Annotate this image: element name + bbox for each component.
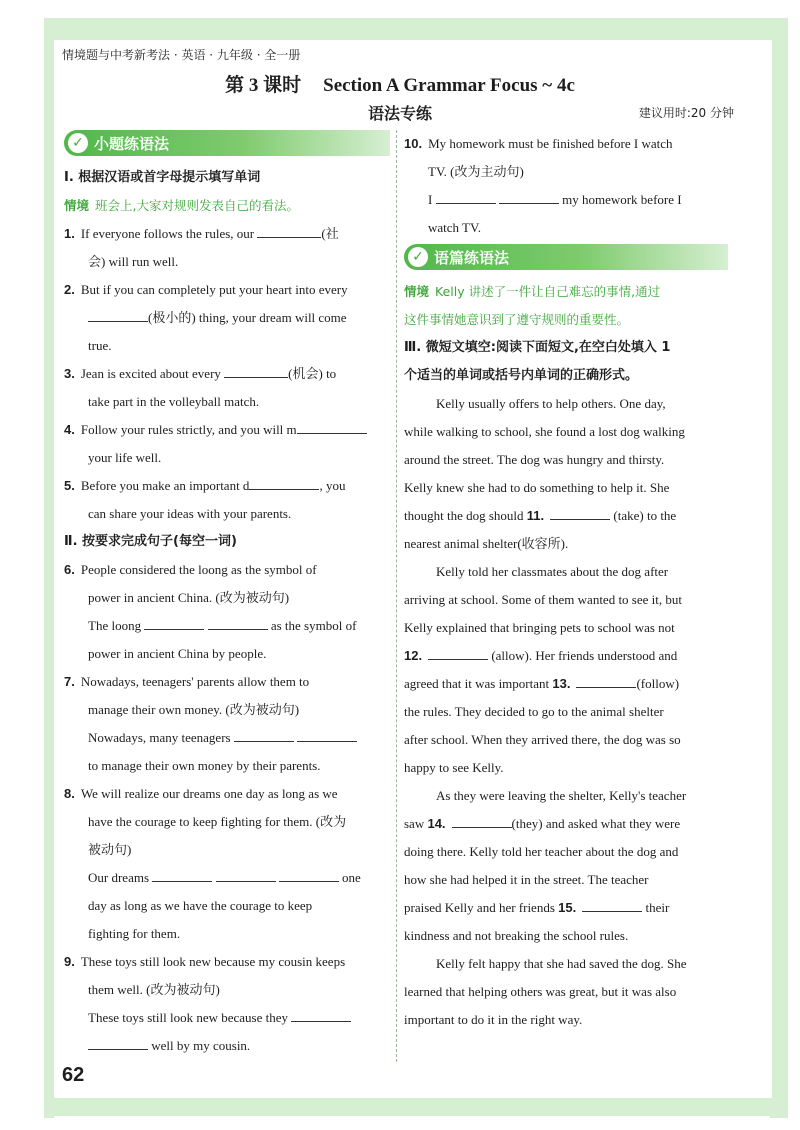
answer-blank[interactable] <box>576 672 636 688</box>
passage-line: nearest animal shelter(收容所). <box>404 536 569 551</box>
question-number: 9. <box>64 954 75 969</box>
question-text: Jean is excited about every <box>80 366 221 381</box>
passage-line: As they were leaving the shelter, Kelly's teacher <box>436 788 687 803</box>
question-5-cont: can share your ideas with your parents. <box>88 506 292 521</box>
lesson-section: Section A Grammar Focus ~ 4c <box>323 75 575 96</box>
question-8-cont: have the courage to keep fighting for them. (改为 <box>88 814 347 829</box>
question-6 <box>64 556 390 584</box>
question-text: I <box>428 192 433 207</box>
question-text: well by my cousin. <box>151 1038 251 1053</box>
question-text: We will realize our dreams one day as long as we <box>80 786 338 801</box>
question-text: My homework must be finished before I watch <box>428 136 673 151</box>
banner-label: 语篇练语法 <box>434 249 510 267</box>
question-6-cont: power in ancient China. (改为被动句) <box>88 590 290 605</box>
question-10-answer <box>404 186 728 214</box>
question-7-cont: manage their own money. (改为被动句) <box>88 702 300 717</box>
question-1-cont: 会) will run well. <box>88 254 179 269</box>
question-8-answer <box>64 864 390 892</box>
answer-blank[interactable] <box>582 896 642 912</box>
question-10-end: watch TV. <box>428 220 481 235</box>
question-text: People considered the loong as the symbol of <box>80 562 317 577</box>
scene-note <box>64 192 390 220</box>
question-number: 4. <box>64 422 75 437</box>
question-number: 13. <box>552 676 571 691</box>
passage-text: agreed that it was important <box>404 676 550 691</box>
passage-text: their <box>645 900 670 915</box>
scene-tag: 情境 <box>64 198 90 213</box>
question-text: If everyone follows the rules, our <box>80 226 255 241</box>
question-number: 12. <box>404 648 423 663</box>
book-title: 情境题与中考新考法 · 英语 · 九年级 · 全一册 <box>62 48 301 62</box>
passage-line-q14 <box>404 810 728 838</box>
answer-blank[interactable] <box>144 614 204 630</box>
question-7 <box>64 668 390 696</box>
part-3-heading: Ⅲ. 微短文填空:阅读下面短文,在空白处填入 1 <box>404 340 671 355</box>
time-hint: 建议用时:20 分钟 <box>638 106 734 120</box>
question-9 <box>64 948 390 976</box>
answer-blank[interactable] <box>234 726 294 742</box>
passage-line: the rules. They decided to go to the animal shelter <box>404 704 664 719</box>
section-banner-passage-grammar <box>404 244 728 270</box>
question-2 <box>64 276 390 304</box>
page-frame-bottom <box>44 1098 788 1116</box>
left-column <box>64 130 390 1060</box>
lesson-number: 第 3 课时 <box>225 75 302 96</box>
question-number: 7. <box>64 674 75 689</box>
passage-line: after school. When they arrived there, the dog was so <box>404 732 681 747</box>
passage-text: (follow) <box>636 676 680 691</box>
answer-blank[interactable] <box>208 614 268 630</box>
page-subtitle: 语法专练 <box>367 104 432 123</box>
passage-line-q13 <box>404 670 728 698</box>
answer-blank[interactable] <box>216 866 276 882</box>
section-banner-grammar-drills <box>64 130 390 156</box>
passage-line-q15 <box>404 894 728 922</box>
question-10-cont: TV. (改为主动句) <box>428 164 524 179</box>
question-number: 14. <box>427 816 446 831</box>
scene-text: Kelly 讲述了一件让自己难忘的事情,通过 <box>435 284 661 299</box>
scene-note-cont: 这件事情她意识到了遵守规则的重要性。 <box>404 312 630 327</box>
answer-blank[interactable] <box>436 188 496 204</box>
question-8-cont-3: day as long as we have the courage to keep <box>88 898 313 913</box>
question-4 <box>64 416 390 444</box>
passage-text: (allow). Her friends understood and <box>491 648 678 663</box>
question-text: one <box>342 870 361 885</box>
question-10 <box>404 130 728 158</box>
question-8-cont-2: 被动句) <box>88 842 132 857</box>
answer-blank[interactable] <box>88 1034 148 1050</box>
question-number: 6. <box>64 562 75 577</box>
part-2-heading: Ⅱ. 按要求完成句子(每空一词) <box>64 534 237 549</box>
passage-text: saw <box>404 816 425 831</box>
question-text: , you <box>319 478 346 493</box>
question-number: 11. <box>526 508 545 523</box>
question-3 <box>64 360 390 388</box>
passage-line: doing there. Kelly told her teacher about the dog and <box>404 844 679 859</box>
passage-line: how she had helped it in the street. The teacher <box>404 872 649 887</box>
question-2-end: true. <box>88 338 112 353</box>
question-text: my homework before I <box>562 192 682 207</box>
question-text: These toys still look new because my cousin keeps <box>80 954 346 969</box>
lesson-title <box>0 70 800 97</box>
passage-line: around the street. The dog was hungry and thirsty. <box>404 452 665 467</box>
passage-text: praised Kelly and her friends <box>404 900 555 915</box>
question-9-cont: them well. (改为被动句) <box>88 982 220 997</box>
question-1 <box>64 220 390 248</box>
question-number: 3. <box>64 366 75 381</box>
question-number: 15. <box>558 900 577 915</box>
question-text: Our dreams <box>88 870 150 885</box>
question-text: (机会) to <box>288 366 337 381</box>
page-frame-right <box>770 18 788 1118</box>
part-3-heading-cont: 个适当的单词或括号内单词的正确形式。 <box>404 368 639 383</box>
scene-tag: 情境 <box>404 284 430 299</box>
question-7-end: to manage their own money by their parents. <box>88 758 321 773</box>
question-6-answer <box>64 612 390 640</box>
passage-line: learned that helping others was great, but it was also <box>404 984 677 999</box>
question-9-end <box>64 1032 390 1060</box>
answer-blank[interactable] <box>452 812 512 828</box>
question-8-end: fighting for them. <box>88 926 181 941</box>
column-divider <box>396 130 397 1062</box>
answer-blank[interactable] <box>428 644 488 660</box>
passage-line: Kelly knew she had to do something to help it. She <box>404 480 670 495</box>
passage-text: thought the dog should <box>404 508 524 523</box>
passage-line: while walking to school, she found a lost dog walking <box>404 424 685 439</box>
banner-label: 小题练语法 <box>94 135 170 153</box>
question-4-cont: your life well. <box>88 450 162 465</box>
passage-line: important to do it in the right way. <box>404 1012 583 1027</box>
question-5 <box>64 472 390 500</box>
answer-blank[interactable] <box>249 474 319 490</box>
question-text: Nowadays, teenagers' parents allow them to <box>80 674 310 689</box>
passage-text: (they) and asked what they were <box>511 816 681 831</box>
answer-blank[interactable] <box>291 1006 351 1022</box>
passage-line: Kelly told her classmates about the dog after <box>436 564 669 579</box>
question-text: (社 <box>321 226 339 241</box>
passage-text: (take) to the <box>613 508 677 523</box>
passage-line: Kelly felt happy that she had saved the dog. She <box>436 956 687 971</box>
answer-blank[interactable] <box>88 306 148 322</box>
scene-text: 班会上,大家对规则发表自己的看法。 <box>95 198 299 213</box>
question-text: as the symbol of <box>270 618 357 633</box>
question-number: 5. <box>64 478 75 493</box>
question-text: Nowadays, many teenagers <box>88 730 231 745</box>
question-6-end: power in ancient China by people. <box>88 646 267 661</box>
passage-line: happy to see Kelly. <box>404 760 504 775</box>
question-text: The loong <box>88 618 142 633</box>
question-7-answer <box>64 724 390 752</box>
passage-line: kindness and not breaking the school rules. <box>404 928 629 943</box>
page-frame-top <box>44 18 784 40</box>
question-3-cont: take part in the volleyball match. <box>88 394 260 409</box>
page-number: 62 <box>62 1064 85 1086</box>
question-number: 8. <box>64 786 75 801</box>
answer-blank[interactable] <box>279 866 339 882</box>
check-icon: ✓ <box>408 247 428 267</box>
answer-blank[interactable] <box>550 504 610 520</box>
page-frame-left <box>44 18 54 1118</box>
answer-blank[interactable] <box>257 222 321 238</box>
question-text: (极小的) thing, your dream will come <box>148 310 347 325</box>
passage-line: Kelly explained that bringing pets to school was not <box>404 620 675 635</box>
answer-blank[interactable] <box>297 726 357 742</box>
right-column <box>404 130 728 1034</box>
question-2-cont <box>64 304 390 332</box>
answer-blank[interactable] <box>297 418 367 434</box>
passage-line: Kelly usually offers to help others. One day, <box>436 396 666 411</box>
question-9-answer <box>64 1004 390 1032</box>
part-1-heading: Ⅰ. 根据汉语或首字母提示填写单词 <box>64 170 261 185</box>
check-icon: ✓ <box>68 133 88 153</box>
question-text: These toys still look new because they <box>88 1010 289 1025</box>
question-8 <box>64 780 390 808</box>
passage-line-q12 <box>404 642 728 670</box>
question-text: Follow your rules strictly, and you will m <box>80 422 297 437</box>
question-text: But if you can completely put your heart into every <box>80 282 348 297</box>
question-number: 10. <box>404 136 423 151</box>
scene-note <box>404 278 728 306</box>
question-text: Before you make an important d <box>80 478 250 493</box>
question-number: 1. <box>64 226 75 241</box>
question-number: 2. <box>64 282 75 297</box>
passage-line-q11 <box>404 502 728 530</box>
answer-blank[interactable] <box>499 188 559 204</box>
passage-line: arriving at school. Some of them wanted to see it, but <box>404 592 682 607</box>
answer-blank[interactable] <box>152 866 212 882</box>
answer-blank[interactable] <box>224 362 288 378</box>
